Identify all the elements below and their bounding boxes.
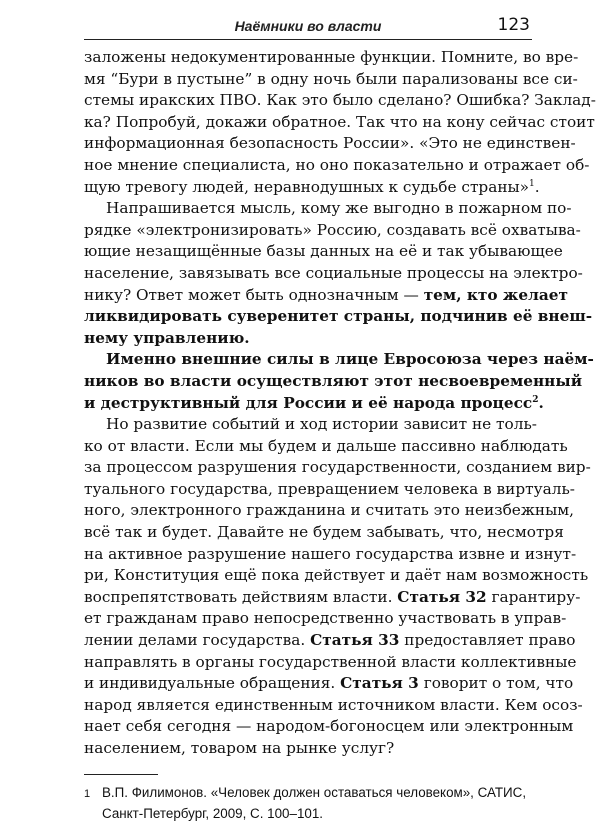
text-segment: гарантиру- [486, 587, 581, 606]
text-line: за процессом разрушения государственности, созданием вир- [84, 458, 591, 477]
footnote [84, 783, 532, 823]
footnote-text: Санкт-Петербург, 2009, С. 100–101. [102, 805, 324, 821]
text-segment: щую тревогу людей, неравнодушных к судьбе страны» [84, 177, 530, 196]
text-segment: лении делами государства. [84, 631, 311, 650]
text-line: заложены недокументированные функции. Помните, во вре- [84, 48, 579, 66]
text-line: ное мнение специалиста, но оно показательно и отражает об- [84, 155, 590, 174]
bold-text-segment: Статья 32 [397, 587, 487, 606]
text-segment: воспрепятствовать действиям власти. [84, 587, 398, 606]
text-line [84, 177, 540, 199]
text-line: ри, Конституция ещё пока действует и даёт нам возможность [84, 566, 589, 585]
text-line: нает себя сегодня — народом-богоносцем или электронным [84, 717, 574, 736]
footnote-text: В.П. Филимонов. «Человек должен оставаться человеком», САТИС, [102, 784, 527, 800]
text-segment: говорит о том, что [418, 674, 574, 693]
text-segment: нику? Ответ может быть однозначным — [84, 285, 424, 304]
text-line: ка? Попробуй, докажи обратное. Так что на кону сейчас стоит [84, 112, 595, 131]
text-line [84, 587, 581, 609]
footnote-reference: 1 [529, 178, 535, 189]
text-line: ников во власти осуществляют этот несвоевременный [84, 371, 583, 390]
text-line: всё так и будет. Давайте не будем забывать, что, несмотря [84, 523, 564, 542]
footnote-line [84, 783, 532, 804]
text-line: население, завязывать все социальные процессы на электро- [84, 263, 583, 282]
bold-text-segment: Статья 3 [340, 674, 419, 693]
text-line: ного, электронного гражданина и считать это неизбежным, [84, 501, 575, 520]
footnote-line [84, 804, 532, 823]
text-line: Именно внешние силы в лице Евросоюза через наём- [106, 350, 594, 369]
text-line: народ является единственным источником власти. Кем осоз- [84, 695, 583, 714]
period: . [538, 393, 544, 412]
running-title: Наёмники во власти [234, 18, 382, 34]
page-number: 123 [497, 15, 530, 35]
text-line: ющие незащищённые базы данных на её и так убывающее [84, 242, 563, 261]
text-line: на активное разрушение нашего государства извне и изнут- [84, 544, 577, 563]
text-line: Но развитие событий и ход истории зависит не толь- [106, 415, 537, 434]
bold-text-segment: Статья 33 [310, 631, 400, 650]
text-line: нему управлению. [84, 328, 250, 347]
body-text [84, 47, 596, 760]
period: . [534, 177, 540, 196]
text-line: ет гражданам право непосредственно участвовать в управ- [84, 609, 567, 628]
page-header [84, 0, 532, 40]
text-segment: и индивидуальные обращения. [84, 674, 341, 693]
text-line [84, 285, 568, 307]
text-line: ко от власти. Если мы будем и дальше пассивно наблюдать [84, 436, 568, 455]
footnote-marker: 1 [84, 787, 91, 800]
text-line: стемы иракских ПВО. Как это было сделано? Ошибка? Заклад- [84, 91, 596, 110]
text-line: туального государства, превращением человека в виртуаль- [84, 479, 575, 498]
text-line: рядке «электронизировать» Россию, создавать всё охватыва- [84, 220, 581, 239]
footnote-reference: 2 [532, 394, 539, 405]
text-line [84, 630, 576, 652]
text-line [84, 673, 574, 695]
text-line: Напрашивается мысль, кому же выгодно в пожарном по- [106, 199, 572, 218]
text-line: направлять в органы государственной власти коллективные [84, 652, 577, 671]
bold-text-segment: тем, кто желает [423, 285, 568, 304]
text-line: мя “Бури в пустыне” в одну ночь были парализованы все си- [84, 69, 578, 88]
text-line: ликвидировать суверенитет страны, подчинив её внеш- [84, 307, 593, 326]
footnote-divider [84, 774, 158, 775]
text-line: информационная безопасность России». «Это не единствен- [84, 134, 576, 153]
text-line: населением, товаром на рынке услуг? [84, 739, 395, 757]
text-segment: предоставляет право [399, 631, 576, 650]
text-line [84, 393, 544, 415]
text-segment: и деструктивный для России и её народа процесс [84, 393, 533, 412]
